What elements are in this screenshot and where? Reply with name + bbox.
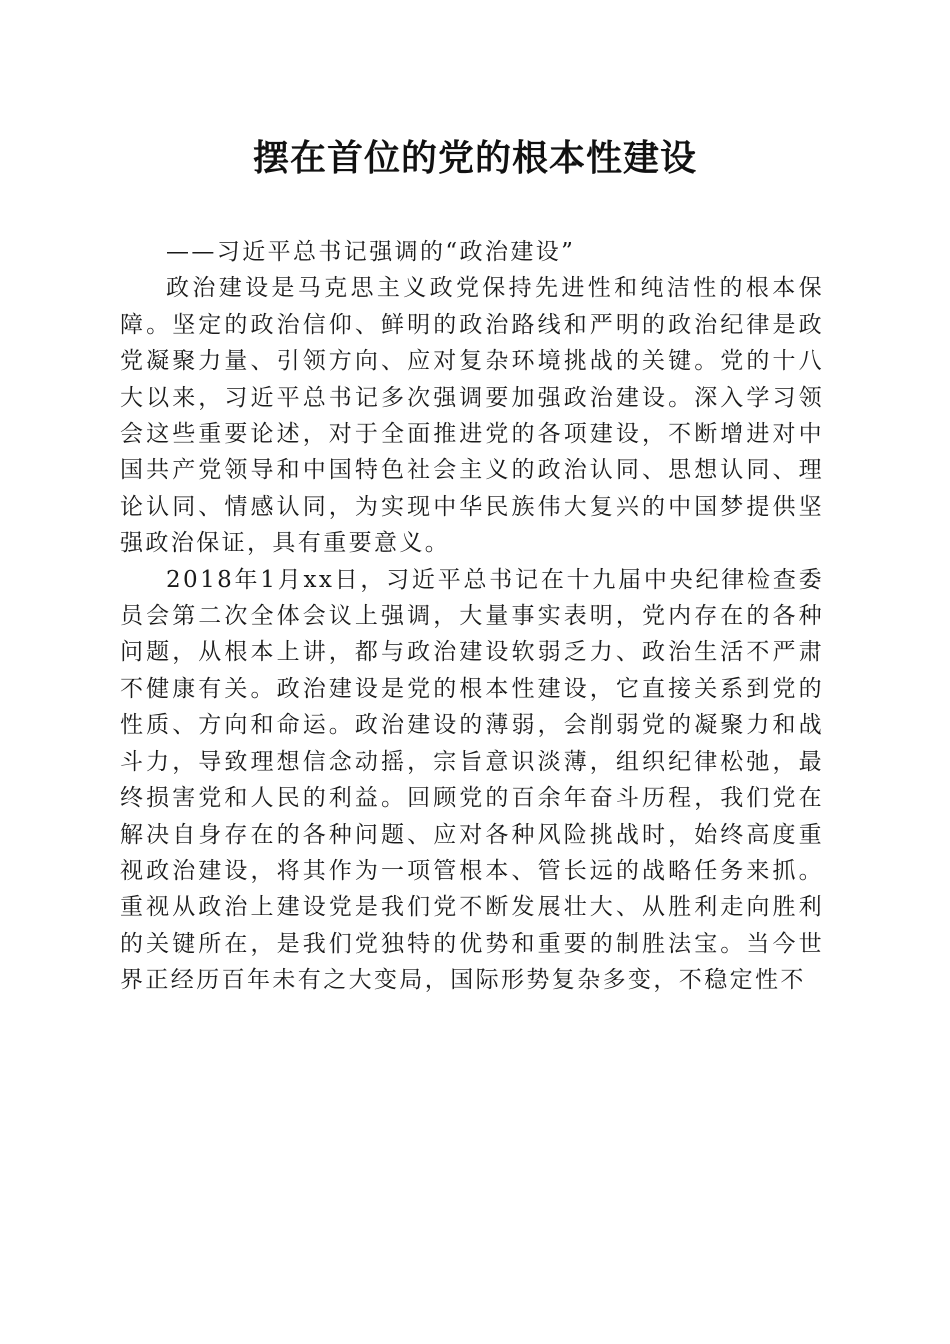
document-body — [120, 234, 824, 999]
paragraph: 2018年1月xx日，习近平总书记在十九届中央纪律检查委员会第二次全体会议上强调，大量事实表明，党内存在的各种问题，从根本上讲，都与政治建设软弱乏力、政治生活不严肃不健康有关。政治建设是党的根本性建设，它直接关系到党的性质、方向和命运。政治建设的薄弱，会削弱党的凝聚力和战斗力，导致理想信念动摇，宗旨意识淡薄，组织纪律松弛，最终损害党和人民的利益。回顾党的百余年奋斗历程，我们党在解决自身存在的各种问题、应对各种风险挑战时，始终高度重视政治建设，将其作为一项管根本、管长远的战略任务来抓。重视从政治上建设党是我们党不断发展壮大、从胜利走向胜利的关键所在，是我们党独特的优势和重要的制胜法宝。当今世界正经历百年未有之大变局，国际形势复杂多变，不稳定性不 — [120, 566, 824, 994]
document-subtitle: ——习近平总书记强调的“政治建设” — [166, 239, 576, 265]
document-title: 摆在首位的党的根本性建设 — [252, 137, 697, 179]
paragraph: 政治建设是马克思主义政党保持先进性和纯洁性的根本保障。坚定的政治信仰、鲜明的政治路线和严明的政治纪律是政党凝聚力量、引领方向、应对复杂环境挑战的关键。党的十八大以来，习近平总书记多次强调要加强政治建设。深入学习领会这些重要论述，对于全面推进党的各项建设，不断增进对中国共产党领导和中国特色社会主义的政治认同、思想认同、理论认同、情感认同，为实现中华民族伟大复兴的中国梦提供坚强政治保证，具有重要意义。 — [120, 275, 824, 557]
